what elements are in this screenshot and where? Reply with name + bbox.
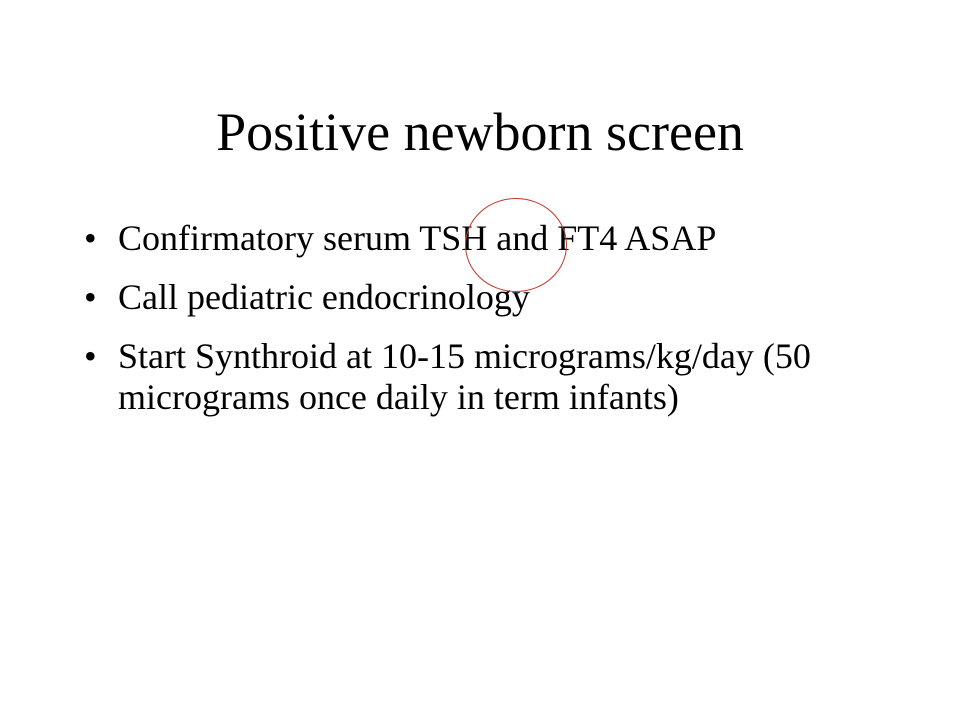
bullet-text: Start Synthroid at 10-15 micrograms/kg/day (50 micrograms once daily in term infants): [118, 336, 811, 417]
bullet-icon: •: [84, 277, 97, 317]
bullet-item-endocrinology: [84, 277, 904, 318]
bullet-text: Call pediatric endocrinology: [118, 277, 530, 317]
bullet-icon: •: [84, 336, 97, 376]
slide-title: Positive newborn screen: [216, 102, 744, 162]
bullet-item-serum-tests: [84, 218, 904, 259]
bullet-text: Confirmatory serum TSH and FT4 ASAP: [118, 218, 717, 258]
bullet-list: [84, 218, 904, 436]
bullet-icon: •: [84, 218, 97, 258]
bullet-item-synthroid: [84, 336, 904, 418]
